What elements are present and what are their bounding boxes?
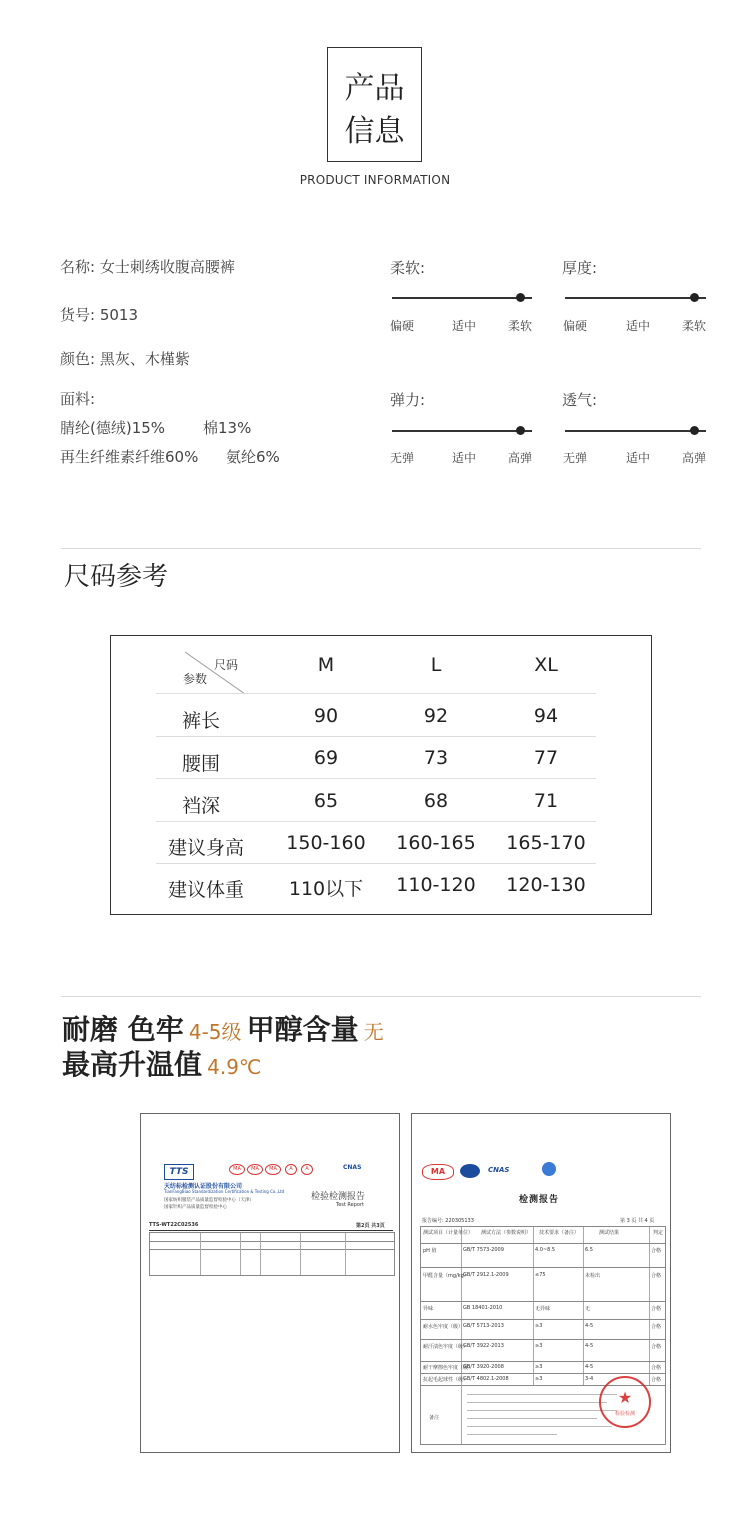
report1-table-col <box>300 1233 301 1275</box>
notes-line <box>467 1426 612 1427</box>
table-cell: 94 <box>533 705 559 727</box>
scale-elasticity-track <box>392 430 532 432</box>
table-cell: 73 <box>423 747 449 769</box>
report2-table-rule <box>421 1243 665 1244</box>
report2-cell: 合格 <box>651 1324 662 1330</box>
report1-page: 第2页 共3页 <box>356 1223 385 1229</box>
report1-sub1: 国家纺织服装产品质量监督检验中心（天津） <box>164 1198 254 1203</box>
scale-softness-marker <box>516 293 525 302</box>
scale-breathability-right: 高弹 <box>682 451 707 465</box>
header-title-box <box>327 47 422 162</box>
report2-cell: 4-5 <box>585 1323 594 1329</box>
header-subtitle: PRODUCT INFORMATION <box>299 173 451 187</box>
table-cell: 110以下 <box>288 878 364 900</box>
scale-softness-track <box>392 297 532 299</box>
scale-breathability-label: 透气: <box>562 391 598 409</box>
report2-cell: 无 <box>585 1306 591 1312</box>
report2-cell: 4-5 <box>585 1364 594 1370</box>
report2-cell: GB 18401-2010 <box>463 1305 503 1311</box>
report1-rule <box>149 1230 393 1231</box>
quality-max-temp-value: 4.9℃ <box>207 1055 262 1079</box>
scale-thickness-marker <box>690 293 699 302</box>
notes-line <box>467 1418 597 1419</box>
quality-formaldehyde-value: 无 <box>363 1020 384 1044</box>
report2-cell: 合格 <box>651 1273 662 1279</box>
report2-cell: ≥3 <box>535 1364 543 1370</box>
scale-thickness-right: 柔软 <box>682 319 707 333</box>
scale-softness-left: 偏硬 <box>390 319 415 333</box>
test-report-2 <box>411 1113 671 1453</box>
test-report-1 <box>140 1113 400 1453</box>
quality-wear-color: 耐磨 色牢 <box>62 1013 184 1046</box>
table-cell: 160-165 <box>396 832 476 854</box>
report2-cell: 合格 <box>651 1365 662 1371</box>
row-label: 建议体重 <box>167 879 244 901</box>
report2-table-rule <box>421 1301 665 1302</box>
table-cell: 68 <box>423 790 449 812</box>
row-divider <box>156 693 596 694</box>
table-cell: 77 <box>533 747 559 769</box>
notes-line <box>467 1402 607 1403</box>
table-cell: 69 <box>313 747 339 769</box>
quality-line1 <box>62 1008 384 1048</box>
scale-thickness-mid: 适中 <box>626 319 651 333</box>
report1-table-col <box>345 1233 346 1275</box>
scale-elasticity-left: 无弹 <box>390 451 415 465</box>
badge-icon <box>542 1162 556 1176</box>
product-fabric-label: 面料: <box>60 390 96 408</box>
report2-notes-col <box>461 1384 462 1444</box>
report2-header: 测试结果 <box>599 1230 620 1236</box>
header-title-line1: 产品 <box>344 71 405 106</box>
row-label: 腰围 <box>181 753 220 775</box>
stamp-star-icon: ★ <box>617 1388 633 1407</box>
report2-cell: 异味 <box>423 1306 434 1312</box>
report2-cell: 耐干摩擦色牢度（级） <box>423 1365 474 1371</box>
report2-cell: 合格 <box>651 1344 662 1350</box>
report2-cell: 合格 <box>651 1377 662 1383</box>
a-mark: A <box>285 1164 297 1175</box>
ilac-logo <box>460 1164 480 1178</box>
report2-cell: ≥3 <box>535 1343 543 1349</box>
report2-cell: 甲醛含量（mg/kg） <box>423 1273 469 1279</box>
cnas-mark: CNAS <box>343 1164 362 1171</box>
notes-line <box>467 1394 617 1395</box>
report2-cell: GB/T 2912.1-2009 <box>463 1272 509 1278</box>
cma-mark: MA <box>229 1164 245 1175</box>
report2-header: 判定 <box>653 1230 664 1236</box>
report1-table-col <box>260 1233 261 1275</box>
product-name: 名称: 女士刺绣收腹高腰裤 <box>60 258 235 276</box>
report2-cell: 无异味 <box>535 1306 551 1312</box>
table-cell: 71 <box>533 790 559 812</box>
report2-table-rule <box>421 1267 665 1268</box>
report2-page: 第 3 页 共 4 页 <box>620 1218 655 1224</box>
report2-cell: 抗起毛起球性（级） <box>423 1377 469 1383</box>
row-divider <box>156 778 596 779</box>
scale-breathability-mid: 适中 <box>626 451 651 465</box>
divider-size <box>61 548 701 549</box>
row-label: 裤长 <box>181 710 220 732</box>
report2-cell: 耐水色牢度（级） <box>423 1324 464 1330</box>
scale-elasticity-mid: 适中 <box>452 451 477 465</box>
row-divider <box>156 863 596 864</box>
size-header-xl: XL <box>534 654 558 676</box>
report2-table-rule <box>421 1373 665 1374</box>
quality-grade: 4-5级 <box>188 1020 242 1044</box>
row-divider <box>156 736 596 737</box>
scale-softness-right: 柔软 <box>508 319 533 333</box>
report2-cell: GB/T 3922-2013 <box>463 1343 504 1349</box>
report2-table-rule <box>421 1339 665 1340</box>
row-label: 建议身高 <box>167 837 244 859</box>
size-header-m: M <box>317 654 335 676</box>
scale-breathability-marker <box>690 426 699 435</box>
report2-cell: 6.5 <box>585 1247 593 1253</box>
report2-table-rule <box>421 1361 665 1362</box>
report2-cell: 未检出 <box>585 1273 601 1279</box>
cma-mark: MA <box>247 1164 263 1175</box>
report2-title: 检测报告 <box>519 1195 560 1205</box>
report2-cell: GB/T 7573-2009 <box>463 1247 504 1253</box>
report2-no: 报告编号: 220305133 <box>422 1218 474 1224</box>
table-cell: 120-130 <box>506 874 586 896</box>
scale-thickness-track <box>565 297 706 299</box>
product-item-no: 货号: 5013 <box>60 306 138 324</box>
table-cell: 65 <box>313 790 339 812</box>
report2-cell: ≥3 <box>535 1323 543 1329</box>
report2-header: 测试项目（计量单位） <box>423 1230 474 1236</box>
scale-softness-mid: 适中 <box>452 319 477 333</box>
report1-table <box>149 1232 395 1276</box>
corner-size-label: 尺码 <box>214 658 239 672</box>
fabric-acrylic: 腈纶(德绒)15% <box>60 419 166 437</box>
report2-cell: 合格 <box>651 1306 662 1312</box>
report1-table-col <box>200 1233 201 1275</box>
report2-cell: GB/T 4802.1-2008 <box>463 1376 509 1382</box>
inspection-stamp <box>599 1376 651 1428</box>
header-title-line2: 信息 <box>344 114 405 149</box>
notes-line <box>467 1434 557 1435</box>
report2-cell: 3-4 <box>585 1376 594 1382</box>
report2-cell: 4-5 <box>585 1343 594 1349</box>
quality-max-temp: 最高升温值 <box>62 1048 203 1081</box>
table-cell: 165-170 <box>506 832 586 854</box>
row-label: 裆深 <box>181 795 220 817</box>
scale-breathability-left: 无弹 <box>563 451 588 465</box>
product-color: 颜色: 黑灰、木槿紫 <box>60 350 190 368</box>
notes-line <box>467 1410 617 1411</box>
scale-breathability-track <box>565 430 706 432</box>
cnas-mark: CNAS <box>488 1166 510 1174</box>
report2-cell: ≥3 <box>535 1376 543 1382</box>
row-divider <box>156 821 596 822</box>
fabric-spandex: 氨纶6% <box>226 448 280 466</box>
quality-formaldehyde: 甲醇含量 <box>246 1013 359 1046</box>
table-cell: 90 <box>313 705 339 727</box>
scale-thickness-label: 厚度: <box>562 259 598 277</box>
stamp-text: 检验检测 <box>614 1411 635 1417</box>
report1-title-en: Test Report <box>336 1202 365 1208</box>
report1-org-cn: 天纺标检测认证股份有限公司 <box>164 1183 243 1190</box>
scale-elasticity-marker <box>516 426 525 435</box>
tts-logo: TTS <box>164 1164 194 1180</box>
cma-mark: MA <box>265 1164 281 1175</box>
corner-param-label: 参数 <box>183 672 208 686</box>
report2-header: 测试方法（参数说明） <box>481 1230 532 1236</box>
quality-line2 <box>62 1043 261 1083</box>
report1-sub2: 国家针织产品质量监督检验中心 <box>164 1205 227 1210</box>
divider-quality <box>61 996 701 997</box>
report1-table-rule <box>150 1249 394 1250</box>
report2-cell: 4.0~8.5 <box>535 1247 556 1253</box>
report2-cell: pH 值 <box>423 1248 437 1254</box>
size-table <box>110 635 652 915</box>
scale-softness-label: 柔软: <box>390 259 426 277</box>
table-cell: 110-120 <box>396 874 476 896</box>
report2-cell: GB/T 3920-2008 <box>463 1364 504 1370</box>
report1-no: TTS-WT22C02536 <box>149 1222 199 1228</box>
size-section-title: 尺码参考 <box>64 562 169 592</box>
scale-elasticity-right: 高弹 <box>508 451 533 465</box>
report2-table <box>420 1226 666 1386</box>
report2-table-rule <box>421 1319 665 1320</box>
report1-table-col <box>240 1233 241 1275</box>
size-header-l: L <box>430 654 442 676</box>
fabric-viscose: 再生纤维素纤维60% <box>60 448 199 466</box>
report2-cell: 耐汗渍色牢度（级） <box>423 1344 469 1350</box>
table-cell: 92 <box>423 705 449 727</box>
report1-title: 检验检测报告 <box>311 1192 366 1202</box>
fabric-cotton: 棉13% <box>203 419 252 437</box>
table-cell: 150-160 <box>286 832 366 854</box>
report2-header: 技术要求（备注） <box>539 1230 580 1236</box>
report2-notes-label: 备注 <box>429 1415 440 1421</box>
a-mark: A <box>301 1164 313 1175</box>
report2-cell: ≤75 <box>535 1272 546 1278</box>
scale-elasticity-label: 弹力: <box>390 391 426 409</box>
report1-table-rule <box>150 1241 394 1242</box>
report1-org-en: TianFangBiao Standardization Certification & Testing Co.,Ltd <box>164 1189 285 1194</box>
scale-thickness-left: 偏硬 <box>563 319 588 333</box>
cma-mark: MA <box>422 1164 454 1180</box>
report2-cell: GB/T 5713-2013 <box>463 1323 504 1329</box>
report2-cell: 合格 <box>651 1248 662 1254</box>
